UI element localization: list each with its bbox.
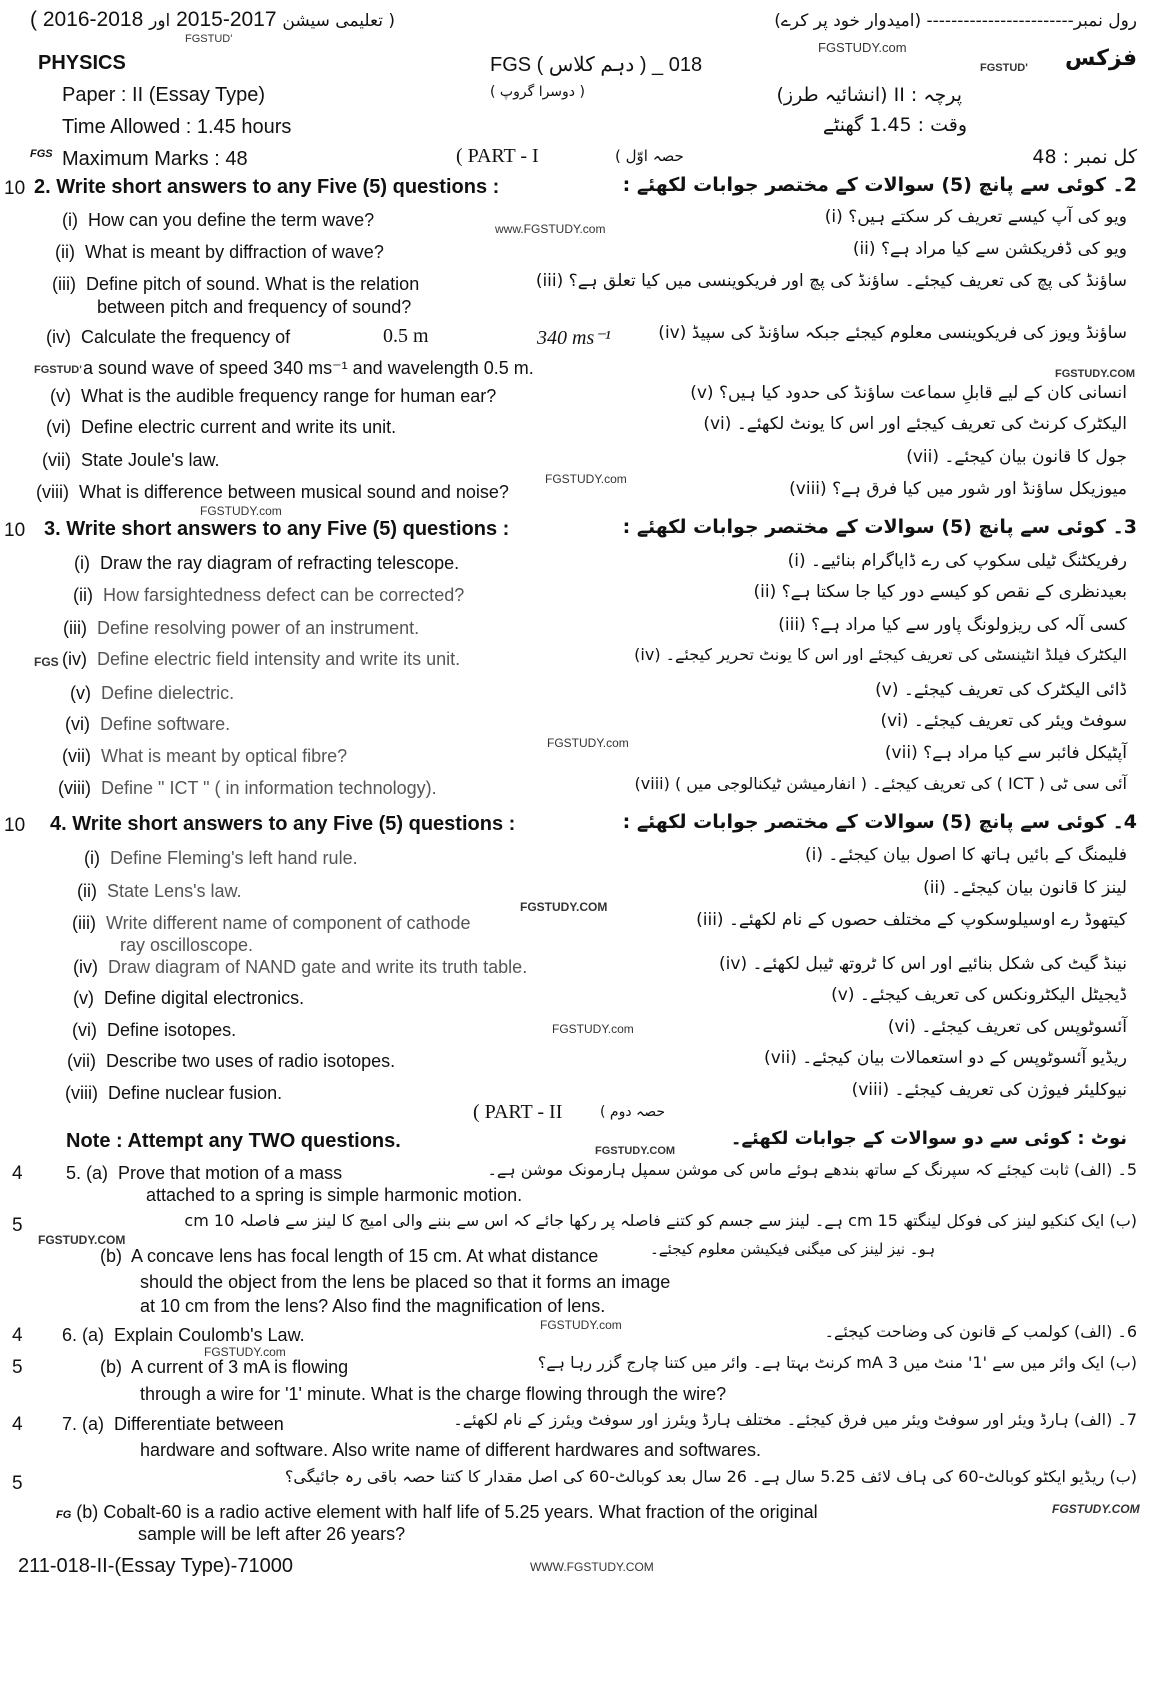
item-text-ur: میوزیکل ساؤنڈ اور شور میں کیا فرق ہے؟ [832, 479, 1127, 499]
item-number: (vii) [764, 1048, 797, 1068]
item-text: How farsightedness defect can be corrected? [103, 585, 465, 605]
item-text-ur: ریڈیو آئسوٹوپس کے دو استعمالات بیان کیجئے۔ [802, 1048, 1127, 1068]
item-text-cont: through a wire for '1' minute. What is the charge flowing through the wire? [140, 1384, 727, 1404]
watermark: FGSTUDY.COM [595, 1145, 676, 1157]
item-number: (v) [690, 383, 714, 403]
watermark: FGSTUDY.com [547, 736, 629, 750]
question-6a-ur: 6۔ (الف) کولمب کے قانون کی وضاحت کیجئے۔ [824, 1322, 1137, 1341]
question-7b-ur: (ب) ریڈیو ایکٹو کوبالٹ-60 کی ہاف لائف 5.25 سال ہے۔ 26 سال بعد کوبالٹ-60 کی اصل مقدار کا کتنا حصہ باقی رہ جائیگی؟ [284, 1467, 1137, 1486]
item-number: (vi) [703, 414, 732, 434]
list-item-ur [703, 413, 1127, 434]
list-item-ur [888, 1016, 1127, 1037]
list-item-ur [825, 206, 1127, 227]
watermark: FGSTUDY.com [545, 472, 627, 486]
list-item-ur [719, 953, 1127, 974]
watermark: FGSTUDY.COM [1055, 368, 1136, 380]
item-text: Define " ICT " ( in information technology). [101, 778, 437, 798]
question-heading: 2. Write short answers to any Five (5) questions : [34, 176, 500, 198]
group-label-ur: ( دوسرا گروپ ) [490, 84, 585, 100]
watermark: FGSTUDY.com [818, 40, 907, 55]
watermark: FGSTUDY.com [552, 1022, 634, 1036]
question-marks: 10 [4, 520, 26, 541]
item-text-ur: آئی سی ٹی ( ICT ) کی تعریف کیجئے۔ ( انفارمیشن ٹیکنالوجی میں ) [674, 774, 1127, 793]
item-text-ur: ویو کی ڈفریکشن سے کیا مراد ہے؟ [880, 239, 1127, 259]
watermark: FGSTUDY.COM [520, 900, 608, 914]
question-marks: 4 [12, 1414, 23, 1435]
item-text: Define isotopes. [107, 1020, 237, 1040]
item-text: Calculate the frequency of [81, 327, 291, 347]
item-number: (vi) [65, 714, 90, 734]
item-text-ur: بعیدنظری کے نقص کو کیسے دور کیا جا سکتا ہے؟ [781, 582, 1127, 602]
question-heading: 3. Write short answers to any Five (5) questions : [44, 518, 510, 540]
item-text-ur: الیکٹرک فیلڈ انٹینسٹی کی تعریف کیجئے اور اس کا یونٹ تحریر کیجئے۔ [665, 645, 1127, 664]
item-number: (i) [62, 210, 78, 230]
item-number: (v) [50, 386, 71, 406]
item-number: (ii) [753, 582, 777, 602]
item-text: What is meant by diffraction of wave? [85, 242, 384, 262]
item-number: (viii) [789, 479, 827, 499]
session-years [30, 8, 395, 32]
item-text-ur: فلیمنگ کے بائیں ہاتھ کا اصول بیان کیجئے۔ [828, 845, 1127, 865]
item-text-cont: should the object from the lens be placed so that it forms an image [140, 1272, 671, 1292]
item-text: How can you define the term wave? [88, 210, 375, 230]
item-number: (b) [100, 1357, 122, 1377]
list-item-ur [875, 679, 1127, 700]
list-item-ur [658, 322, 1127, 343]
item-text: Prove that motion of a mass [118, 1163, 343, 1183]
list-item [73, 585, 464, 606]
total-marks-ur: کل نمبر : 48 [1032, 146, 1137, 168]
item-text: What is the audible frequency range for human ear? [81, 386, 497, 406]
list-item-ur [852, 1079, 1127, 1100]
item-text: What is meant by optical fibre? [101, 746, 348, 766]
item-number: (viii) [65, 1083, 98, 1103]
item-text: Explain Coulomb's Law. [114, 1325, 305, 1345]
item-text-ur: نیوکلیئر فیوژن کی تعریف کیجئے۔ [894, 1080, 1127, 1100]
item-text: Differentiate between [114, 1414, 284, 1434]
item-number: (iv) [658, 323, 687, 343]
item-text-cont: sample will be left after 26 years? [138, 1524, 406, 1544]
item-text-cont: at 10 cm from the lens? Also find the magnification of lens. [140, 1296, 606, 1316]
question-marks: 4 [12, 1163, 23, 1184]
item-number: (viii) [851, 1080, 890, 1100]
aur-label: اور [149, 11, 171, 31]
item-number: (iv) [634, 645, 661, 664]
list-item [55, 242, 384, 263]
watermark: www.FGSTUDY.com [495, 222, 606, 236]
item-text: Define resolving power of an instrument. [97, 618, 420, 638]
item-text-cont: ray oscilloscope. [120, 935, 254, 955]
item-text-cont: a sound wave of speed 340 ms⁻¹ and wavelength 0.5 m. [83, 358, 534, 378]
part-one-label: ( PART - I [456, 145, 539, 167]
question-7a [62, 1414, 284, 1435]
question-6a [62, 1325, 305, 1346]
item-number: (vii) [884, 743, 918, 763]
list-item-ur [753, 581, 1127, 602]
item-text-ur: کسی آلہ کی ریزولونگ پاور سے کیا مراد ہے؟ [811, 615, 1127, 635]
item-number: (iii) [52, 274, 76, 294]
maximum-marks: Maximum Marks : 48 [62, 148, 248, 170]
part-two-label: ( PART - II [473, 1101, 563, 1123]
list-item [72, 1020, 236, 1041]
item-text: Draw diagram of NAND gate and write its truth table. [108, 957, 528, 977]
session-years-2015: 2015-2017 [176, 8, 277, 31]
item-text-ur: ویو کی آپ کیسے تعریف کر سکتے ہیں؟ [848, 207, 1127, 227]
item-number: (vii) [62, 746, 91, 766]
watermark: FGSTUD' [185, 33, 233, 45]
list-item [62, 746, 347, 767]
list-item [62, 210, 374, 231]
watermark: FGS [34, 655, 59, 669]
list-item-ur [634, 645, 1127, 664]
item-number: (v) [73, 988, 94, 1008]
list-item-ur [696, 909, 1127, 930]
item-number: (i) [787, 551, 806, 571]
item-number: (v) [875, 680, 899, 700]
question-5a-ur: 5۔ (الف) ثابت کیجئے کہ سپرنگ کے ساتھ بندھے ہوئے ماس کی موشن سمپل ہارمونک موشن ہے۔ [487, 1160, 1137, 1179]
question-marks: 5 [12, 1215, 23, 1236]
list-item-ur [906, 446, 1127, 467]
paper-label-ur: پرچہ : II (انشائیہ طرز) [776, 84, 962, 106]
item-text-ur: ڈیجیٹل الیکٹرونکس کی تعریف کیجئے۔ [859, 985, 1127, 1005]
item-text-cont: hardware and software. Also write name of different hardwares and softwares. [140, 1440, 761, 1460]
item-number: 6. (a) [62, 1325, 105, 1345]
item-text: A concave lens has focal length of 15 cm. At what distance [131, 1246, 599, 1266]
time-allowed-ur: وقت : 1.45 گھنٹے [822, 114, 967, 136]
list-item [70, 683, 234, 704]
question-6b-ur: (ب) ایک وائر میں سے '1' منٹ میں 3 mA کرنٹ بہتا ہے۔ وائر میں کتنا چارج گزر رہا ہے؟ [537, 1353, 1137, 1372]
item-number: (iii) [72, 913, 96, 933]
question-marks: 4 [12, 1325, 23, 1346]
list-item [50, 386, 496, 407]
item-number: (vii) [67, 1051, 96, 1071]
item-text-ur: آپٹیکل فائبر سے کیا مراد ہے؟ [923, 743, 1127, 763]
item-number: (iv) [62, 649, 87, 669]
item-number: (ii) [55, 242, 75, 262]
list-item-ur [831, 984, 1127, 1005]
item-text: State Joule's law. [81, 450, 220, 470]
list-item [46, 327, 290, 348]
item-number: (i) [804, 845, 823, 865]
class-code: FGS ( دہم کلاس ) _ 018 [490, 54, 703, 76]
list-item [65, 1083, 282, 1104]
item-text: Define nuclear fusion. [108, 1083, 283, 1103]
item-number: (vii) [906, 447, 939, 467]
list-item [46, 417, 396, 438]
question-7b [56, 1502, 818, 1523]
item-text-ur: سوفٹ ویئر کی تعریف کیجئے۔ [913, 711, 1127, 731]
speed-value: 340 ms⁻¹ [537, 327, 611, 349]
list-item-ur [635, 774, 1127, 793]
question-heading: 4. Write short answers to any Five (5) questions : [50, 813, 516, 835]
list-item-ur [880, 710, 1127, 731]
watermark: FGSTUD' [34, 364, 82, 376]
item-text: Define Fleming's left hand rule. [110, 848, 358, 868]
question-5b [100, 1246, 598, 1267]
watermark: FGSTUDY.COM [38, 1233, 126, 1247]
part-two-note: Note : Attempt any TWO questions. [66, 1130, 401, 1152]
list-item [74, 553, 459, 574]
list-item [72, 913, 471, 934]
item-number: (iii) [535, 271, 564, 291]
item-number: (b) [100, 1246, 122, 1266]
item-text-ur: الیکٹرک کرنٹ کی تعریف کیجئے اور اس کا یونٹ لکھئے۔ [736, 414, 1127, 434]
item-text: Define dielectric. [101, 683, 235, 703]
item-text: What is difference between musical sound and noise? [79, 482, 509, 502]
item-number: (iii) [778, 615, 806, 635]
question-7a-ur: 7۔ (الف) ہارڈ ویئر اور سوفٹ ویئر میں فرق کیجئے۔ مختلف ہارڈ ویئرز اور سوفٹ ویئرز کے نام لکھئے۔ [453, 1410, 1137, 1429]
item-number: (ii) [923, 878, 946, 898]
time-allowed: Time Allowed : 1.45 hours [62, 116, 292, 138]
item-text-ur: آئسوٹوپس کی تعریف کیجئے۔ [921, 1017, 1127, 1037]
item-number: (viii) [58, 778, 91, 798]
item-number: (i) [824, 207, 843, 227]
item-number: (ii) [73, 585, 93, 605]
question-5a [66, 1163, 342, 1184]
item-number: 7. (a) [62, 1414, 105, 1434]
item-text-ur: انسانی کان کے لیے قابلِ سماعت ساؤنڈ کی حدود کیا ہیں؟ [718, 383, 1127, 403]
item-text: Define digital electronics. [104, 988, 305, 1008]
item-text-ur: ساؤنڈ ویوز کی فریکوینسی معلوم کیجئے جبکہ ساؤنڈ کی سپیڈ [691, 323, 1127, 343]
paper-code: 211-018-II-(Essay Type)-71000 [18, 1555, 293, 1577]
item-text-cont: attached to a spring is simple harmonic motion. [146, 1185, 523, 1205]
question-heading-ur: 2۔ کوئی سے پانچ (5) سوالات کے مختصر جوابات لکھئے : [622, 174, 1137, 196]
item-text-ur: جول کا قانون بیان کیجئے۔ [944, 447, 1127, 467]
item-text-cont: between pitch and frequency of sound? [97, 297, 412, 317]
item-text: Define electric field intensity and write its unit. [97, 649, 461, 669]
question-marks: 5 [12, 1473, 23, 1494]
session-years-2016: ( 2016-2018 [30, 8, 144, 31]
list-item [65, 714, 230, 735]
question-marks: 5 [12, 1357, 23, 1378]
question-marks: 10 [4, 815, 26, 836]
part-one-label-ur: حصہ اوّل ) [615, 147, 684, 165]
item-number: (iii) [63, 618, 87, 638]
item-text: Define software. [100, 714, 231, 734]
question-marks: 10 [4, 178, 26, 199]
item-text-ur: رفریکٹنگ ٹیلی سکوپ کی رے ڈایاگرام بنائیے۔ [811, 551, 1127, 571]
watermark: FG [56, 1509, 72, 1521]
item-text: Draw the ray diagram of refracting telescope. [100, 553, 460, 573]
list-item [62, 649, 460, 670]
list-item-ur [764, 1047, 1127, 1068]
list-item [42, 450, 220, 471]
question-6b [100, 1357, 348, 1378]
subject-title-ur: فزکس [1065, 46, 1137, 71]
session-label-ur: ( تعلیمی سیشن [282, 11, 395, 31]
item-text-ur: لینز کا قانون بیان کیجئے۔ [951, 878, 1127, 898]
item-number: (vi) [880, 711, 909, 731]
item-text: Cobalt-60 is a radio active element with half life of 5.25 years. What fraction of the original [103, 1502, 818, 1522]
list-item-ur [789, 478, 1127, 499]
item-number: (i) [74, 553, 90, 573]
paper-label: Paper : II (Essay Type) [62, 84, 266, 106]
list-item [52, 274, 419, 295]
list-item [77, 881, 242, 902]
item-number: (vi) [46, 417, 71, 437]
item-text-ur: کیتھوڈ رے اوسیلوسکوپ کے مختلف حصوں کے نام لکھئے۔ [728, 910, 1127, 930]
item-number: (vi) [887, 1017, 916, 1037]
list-item [67, 1051, 395, 1072]
list-item-ur [778, 614, 1127, 635]
list-item [84, 848, 358, 869]
item-text-ur: ڈائی الیکٹرک کی تعریف کیجئے۔ [903, 680, 1127, 700]
item-text: Define pitch of sound. What is the relation [86, 274, 420, 294]
item-text: Write different name of component of cathode [106, 913, 471, 933]
item-text-ur: نینڈ گیٹ کی شکل بنائیے اور اس کا ٹروتھ ٹیبل لکھئے۔ [752, 954, 1127, 974]
list-item-ur [690, 382, 1127, 403]
roll-number-field: رول نمبر------------------------ (امیدوار خود پر کرے) [774, 11, 1137, 31]
subject-title: PHYSICS [38, 52, 126, 74]
item-number: (i) [84, 848, 100, 868]
list-item-ur [885, 742, 1127, 763]
question-heading-ur: 3۔ کوئی سے پانچ (5) سوالات کے مختصر جوابات لکھئے : [622, 516, 1137, 538]
item-number: 5. (a) [66, 1163, 109, 1183]
list-item [63, 618, 419, 639]
item-number: (vii) [42, 450, 71, 470]
watermark: FGSTUDY.com [540, 1318, 622, 1332]
item-text: Define electric current and write its unit. [81, 417, 397, 437]
item-text: Describe two uses of radio isotopes. [106, 1051, 396, 1071]
wavelength-value: 0.5 m [383, 325, 429, 347]
list-item [73, 988, 304, 1009]
item-number: (iii) [696, 910, 724, 930]
question-5b-ur-cont: ہو۔ نیز لینز کی میگنی فیکیشن معلوم کیجئے۔ [650, 1240, 936, 1258]
item-number: (ii) [77, 881, 97, 901]
item-number: (iv) [719, 954, 748, 974]
watermark: FGSTUDY.COM [1052, 1502, 1140, 1516]
list-item [73, 957, 527, 978]
item-number: (viii) [634, 774, 670, 793]
item-text: A current of 3 mA is flowing [131, 1357, 349, 1377]
item-text-ur: ساؤنڈ کی پچ کی تعریف کیجئے۔ ساؤنڈ کی پچ اور فریکوینسی میں کیا تعلق ہے؟ [568, 271, 1127, 291]
watermark: FGSTUDY.com [204, 1345, 286, 1359]
list-item [58, 778, 437, 799]
item-number: (vi) [72, 1020, 97, 1040]
item-number: (iv) [46, 327, 71, 347]
list-item-ur [923, 877, 1127, 898]
item-number: (v) [70, 683, 91, 703]
watermark: FGSTUD' [980, 62, 1028, 74]
item-number: (ii) [852, 239, 876, 259]
watermark: FGSTUDY.com [200, 504, 282, 518]
item-number: (iv) [73, 957, 98, 977]
item-number: (b) [76, 1502, 99, 1522]
item-number: (viii) [36, 482, 69, 502]
question-heading-ur: 4۔ کوئی سے پانچ (5) سوالات کے مختصر جوابات لکھئے : [622, 811, 1137, 833]
item-number: (v) [831, 985, 855, 1005]
item-text: State Lens's law. [107, 881, 242, 901]
part-two-note-ur: نوٹ : کوئی سے دو سوالات کے جوابات لکھئے۔ [730, 1128, 1127, 1149]
list-item-ur [805, 844, 1127, 865]
list-item-ur [536, 270, 1127, 291]
watermark: FGS [30, 148, 53, 160]
list-item-ur [788, 550, 1127, 571]
footer-site-watermark: WWW.FGSTUDY.COM [530, 1560, 654, 1574]
part-two-label-ur: حصہ دوم ) [600, 1104, 666, 1120]
question-5b-ur: (ب) ایک کنکیو لینز کی فوکل لینگتھ 15 cm ہے۔ لینز سے جسم کو کتنے فاصلہ پر رکھا جائے کہ اس سے بننے والی امیج کا لینز سے فاصلہ 10 cm [184, 1211, 1137, 1230]
list-item-ur [853, 238, 1127, 259]
list-item [36, 482, 509, 503]
